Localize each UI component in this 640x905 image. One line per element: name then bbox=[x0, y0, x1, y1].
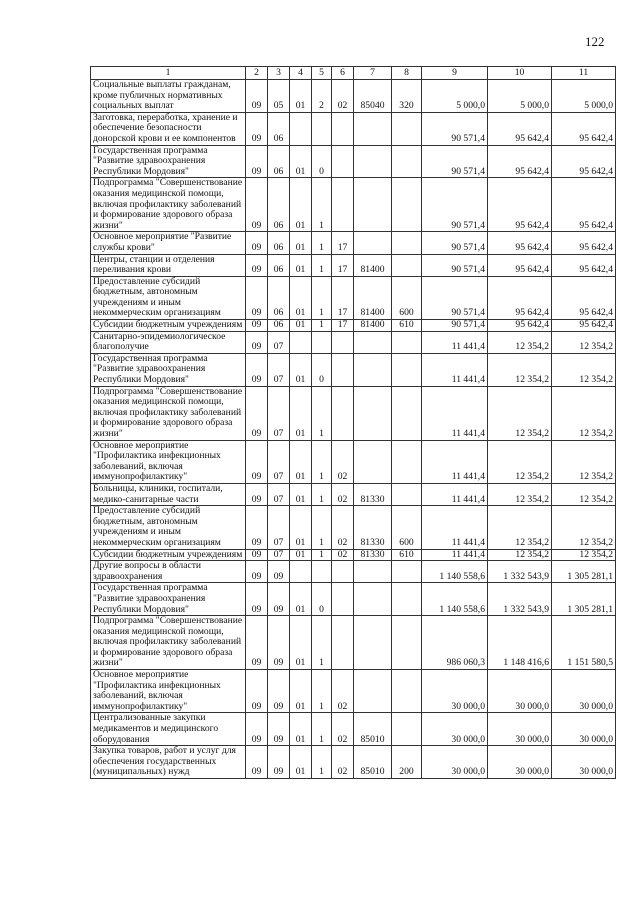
amount-cell: 95 642,4 bbox=[488, 112, 552, 145]
code-cell bbox=[354, 353, 392, 386]
code-cell bbox=[312, 331, 332, 353]
code-cell: 81330 bbox=[354, 483, 392, 505]
code-cell: 610 bbox=[392, 549, 422, 561]
code-cell: 17 bbox=[332, 276, 354, 319]
code-cell: 01 bbox=[290, 80, 312, 113]
code-cell: 06 bbox=[268, 112, 290, 145]
amount-cell: 30 000,0 bbox=[552, 746, 616, 779]
code-cell: 81330 bbox=[354, 506, 392, 549]
row-name: Заготовка, переработка, хранение и обеспечение безопасности донорской крови и ее компонентов bbox=[91, 112, 246, 145]
code-cell bbox=[332, 561, 354, 583]
code-cell: 81400 bbox=[354, 320, 392, 332]
table-row bbox=[91, 254, 616, 276]
code-cell: 09 bbox=[246, 549, 268, 561]
code-cell: 81400 bbox=[354, 276, 392, 319]
row-name: Подпрограмма "Совершенствование оказания медицинской помощи, включая профилактику заболеваний и формирование здорового образа жизни" bbox=[91, 616, 246, 670]
code-cell: 01 bbox=[290, 254, 312, 276]
col-header: 5 bbox=[312, 67, 332, 80]
row-name: Предоставление субсидий бюджетным, автономным учреждениям и иным некоммерческим организациям bbox=[91, 506, 246, 549]
code-cell bbox=[354, 583, 392, 616]
amount-cell: 30 000,0 bbox=[552, 670, 616, 713]
code-cell: 2 bbox=[312, 80, 332, 113]
amount-cell: 30 000,0 bbox=[552, 713, 616, 746]
row-name: Центры, станции и отделения переливания крови bbox=[91, 254, 246, 276]
amount-cell: 12 354,2 bbox=[488, 506, 552, 549]
col-header: 1 bbox=[91, 67, 246, 80]
code-cell: 1 bbox=[312, 746, 332, 779]
amount-cell: 12 354,2 bbox=[552, 440, 616, 483]
table-row bbox=[91, 386, 616, 440]
code-cell: 01 bbox=[290, 276, 312, 319]
code-cell: 01 bbox=[290, 232, 312, 254]
code-cell: 01 bbox=[290, 506, 312, 549]
amount-cell: 90 571,4 bbox=[422, 145, 488, 178]
amount-cell: 95 642,4 bbox=[488, 276, 552, 319]
code-cell: 02 bbox=[332, 506, 354, 549]
row-name: Социальные выплаты гражданам, кроме публичных нормативных социальных выплат bbox=[91, 80, 246, 113]
code-cell bbox=[392, 331, 422, 353]
code-cell: 01 bbox=[290, 178, 312, 232]
amount-cell: 1 332 543,9 bbox=[488, 583, 552, 616]
code-cell: 09 bbox=[246, 232, 268, 254]
code-cell bbox=[332, 583, 354, 616]
code-cell: 09 bbox=[246, 254, 268, 276]
code-cell: 09 bbox=[246, 353, 268, 386]
code-cell: 200 bbox=[392, 746, 422, 779]
code-cell bbox=[392, 440, 422, 483]
code-cell: 01 bbox=[290, 483, 312, 505]
amount-cell: 30 000,0 bbox=[488, 670, 552, 713]
code-cell: 01 bbox=[290, 386, 312, 440]
code-cell: 09 bbox=[246, 331, 268, 353]
col-header: 11 bbox=[552, 67, 616, 80]
amount-cell: 95 642,4 bbox=[552, 232, 616, 254]
amount-cell: 95 642,4 bbox=[552, 320, 616, 332]
code-cell: 09 bbox=[268, 561, 290, 583]
code-cell: 06 bbox=[268, 276, 290, 319]
amount-cell: 95 642,4 bbox=[552, 178, 616, 232]
code-cell: 17 bbox=[332, 232, 354, 254]
col-header: 8 bbox=[392, 67, 422, 80]
code-cell: 02 bbox=[332, 440, 354, 483]
row-name: Подпрограмма "Совершенствование оказания медицинской помощи, включая профилактику заболеваний и формирование здорового образа жизни" bbox=[91, 178, 246, 232]
col-header: 7 bbox=[354, 67, 392, 80]
row-name: Подпрограмма "Совершенствование оказания медицинской помощи, включая профилактику заболеваний и формирование здорового образа жизни" bbox=[91, 386, 246, 440]
code-cell: 600 bbox=[392, 506, 422, 549]
col-header: 4 bbox=[290, 67, 312, 80]
code-cell: 1 bbox=[312, 440, 332, 483]
amount-cell: 90 571,4 bbox=[422, 320, 488, 332]
code-cell bbox=[312, 112, 332, 145]
code-cell: 09 bbox=[246, 670, 268, 713]
amount-cell: 12 354,2 bbox=[488, 331, 552, 353]
code-cell bbox=[392, 616, 422, 670]
amount-cell: 12 354,2 bbox=[552, 331, 616, 353]
code-cell bbox=[392, 386, 422, 440]
code-cell: 1 bbox=[312, 713, 332, 746]
table-row bbox=[91, 583, 616, 616]
code-cell bbox=[392, 713, 422, 746]
code-cell: 600 bbox=[392, 276, 422, 319]
code-cell: 09 bbox=[268, 713, 290, 746]
header-row bbox=[91, 67, 616, 80]
amount-cell: 11 441,4 bbox=[422, 506, 488, 549]
code-cell: 1 bbox=[312, 178, 332, 232]
amount-cell: 90 571,4 bbox=[422, 276, 488, 319]
table-row bbox=[91, 440, 616, 483]
amount-cell: 11 441,4 bbox=[422, 353, 488, 386]
code-cell: 01 bbox=[290, 145, 312, 178]
code-cell: 09 bbox=[268, 746, 290, 779]
code-cell bbox=[354, 145, 392, 178]
code-cell: 01 bbox=[290, 583, 312, 616]
code-cell: 09 bbox=[268, 583, 290, 616]
code-cell: 09 bbox=[268, 670, 290, 713]
amount-cell: 90 571,4 bbox=[422, 254, 488, 276]
table-row bbox=[91, 145, 616, 178]
code-cell bbox=[392, 232, 422, 254]
code-cell bbox=[354, 386, 392, 440]
code-cell: 09 bbox=[246, 386, 268, 440]
amount-cell: 5 000,0 bbox=[488, 80, 552, 113]
amount-cell: 12 354,2 bbox=[488, 440, 552, 483]
code-cell: 01 bbox=[290, 549, 312, 561]
row-name: Централизованные закупки медикаментов и медицинского оборудования bbox=[91, 713, 246, 746]
code-cell bbox=[290, 112, 312, 145]
amount-cell: 95 642,4 bbox=[552, 112, 616, 145]
amount-cell: 30 000,0 bbox=[422, 670, 488, 713]
amount-cell: 11 441,4 bbox=[422, 331, 488, 353]
amount-cell: 1 140 558,6 bbox=[422, 583, 488, 616]
code-cell: 1 bbox=[312, 616, 332, 670]
amount-cell: 90 571,4 bbox=[422, 178, 488, 232]
code-cell bbox=[332, 331, 354, 353]
code-cell bbox=[392, 178, 422, 232]
amount-cell: 30 000,0 bbox=[422, 713, 488, 746]
amount-cell: 12 354,2 bbox=[488, 483, 552, 505]
amount-cell: 986 060,3 bbox=[422, 616, 488, 670]
code-cell bbox=[332, 386, 354, 440]
amount-cell: 12 354,2 bbox=[552, 353, 616, 386]
amount-cell: 90 571,4 bbox=[422, 112, 488, 145]
row-name: Закупка товаров, работ и услуг для обеспечения государственных (муниципальных) нужд bbox=[91, 746, 246, 779]
code-cell bbox=[312, 561, 332, 583]
code-cell bbox=[354, 178, 392, 232]
amount-cell: 12 354,2 bbox=[488, 353, 552, 386]
code-cell: 07 bbox=[268, 331, 290, 353]
code-cell bbox=[290, 331, 312, 353]
amount-cell: 90 571,4 bbox=[422, 232, 488, 254]
amount-cell: 30 000,0 bbox=[488, 713, 552, 746]
code-cell: 06 bbox=[268, 232, 290, 254]
code-cell: 01 bbox=[290, 746, 312, 779]
amount-cell: 30 000,0 bbox=[488, 746, 552, 779]
code-cell bbox=[392, 145, 422, 178]
table-row bbox=[91, 112, 616, 145]
amount-cell: 95 642,4 bbox=[488, 145, 552, 178]
table-row bbox=[91, 353, 616, 386]
code-cell: 85010 bbox=[354, 713, 392, 746]
code-cell: 1 bbox=[312, 276, 332, 319]
code-cell: 07 bbox=[268, 353, 290, 386]
code-cell: 01 bbox=[290, 440, 312, 483]
code-cell bbox=[354, 112, 392, 145]
code-cell: 17 bbox=[332, 254, 354, 276]
code-cell: 85010 bbox=[354, 746, 392, 779]
table-row bbox=[91, 232, 616, 254]
code-cell: 1 bbox=[312, 320, 332, 332]
table-row bbox=[91, 746, 616, 779]
code-cell: 1 bbox=[312, 483, 332, 505]
code-cell: 09 bbox=[246, 713, 268, 746]
code-cell bbox=[392, 670, 422, 713]
code-cell bbox=[392, 583, 422, 616]
code-cell bbox=[354, 440, 392, 483]
amount-cell: 1 140 558,6 bbox=[422, 561, 488, 583]
code-cell: 07 bbox=[268, 440, 290, 483]
table-row bbox=[91, 483, 616, 505]
code-cell: 07 bbox=[268, 549, 290, 561]
amount-cell: 12 354,2 bbox=[488, 549, 552, 561]
code-cell: 0 bbox=[312, 353, 332, 386]
code-cell: 07 bbox=[268, 386, 290, 440]
table-row bbox=[91, 713, 616, 746]
code-cell: 09 bbox=[246, 178, 268, 232]
amount-cell: 95 642,4 bbox=[488, 178, 552, 232]
table-row bbox=[91, 320, 616, 332]
amount-cell: 1 148 416,6 bbox=[488, 616, 552, 670]
code-cell: 05 bbox=[268, 80, 290, 113]
amount-cell: 11 441,4 bbox=[422, 549, 488, 561]
code-cell: 81330 bbox=[354, 549, 392, 561]
table-row bbox=[91, 670, 616, 713]
amount-cell: 95 642,4 bbox=[488, 320, 552, 332]
row-name: Основное мероприятие "Развитие службы крови" bbox=[91, 232, 246, 254]
amount-cell: 95 642,4 bbox=[488, 254, 552, 276]
code-cell: 01 bbox=[290, 320, 312, 332]
code-cell: 09 bbox=[246, 616, 268, 670]
row-name: Предоставление субсидий бюджетным, автономным учреждениям и иным некоммерческим организациям bbox=[91, 276, 246, 319]
amount-cell: 11 441,4 bbox=[422, 483, 488, 505]
code-cell: 1 bbox=[312, 549, 332, 561]
code-cell bbox=[332, 112, 354, 145]
table-body bbox=[91, 80, 616, 779]
code-cell: 07 bbox=[268, 506, 290, 549]
code-cell: 09 bbox=[246, 483, 268, 505]
table-row bbox=[91, 616, 616, 670]
code-cell bbox=[392, 112, 422, 145]
row-name: Субсидии бюджетным учреждениям bbox=[91, 320, 246, 332]
code-cell: 09 bbox=[246, 276, 268, 319]
code-cell bbox=[392, 353, 422, 386]
row-name: Основное мероприятие "Профилактика инфекционных заболеваний, включая иммунопрофилактику" bbox=[91, 670, 246, 713]
code-cell bbox=[354, 331, 392, 353]
col-header: 3 bbox=[268, 67, 290, 80]
code-cell: 85040 bbox=[354, 80, 392, 113]
code-cell bbox=[354, 616, 392, 670]
code-cell: 09 bbox=[246, 320, 268, 332]
amount-cell: 11 441,4 bbox=[422, 386, 488, 440]
code-cell: 1 bbox=[312, 670, 332, 713]
code-cell: 02 bbox=[332, 80, 354, 113]
code-cell bbox=[354, 561, 392, 583]
amount-cell: 11 441,4 bbox=[422, 440, 488, 483]
row-name: Государственная программа "Развитие здравоохранения Республики Мордовия" bbox=[91, 353, 246, 386]
code-cell: 09 bbox=[268, 616, 290, 670]
code-cell: 06 bbox=[268, 178, 290, 232]
amount-cell: 95 642,4 bbox=[552, 276, 616, 319]
amount-cell: 12 354,2 bbox=[552, 506, 616, 549]
code-cell bbox=[392, 483, 422, 505]
code-cell: 0 bbox=[312, 145, 332, 178]
code-cell: 02 bbox=[332, 746, 354, 779]
code-cell bbox=[392, 561, 422, 583]
code-cell: 1 bbox=[312, 254, 332, 276]
col-header: 10 bbox=[488, 67, 552, 80]
amount-cell: 5 000,0 bbox=[422, 80, 488, 113]
code-cell: 0 bbox=[312, 583, 332, 616]
amount-cell: 95 642,4 bbox=[488, 232, 552, 254]
code-cell: 320 bbox=[392, 80, 422, 113]
amount-cell: 95 642,4 bbox=[552, 254, 616, 276]
amount-cell: 30 000,0 bbox=[422, 746, 488, 779]
table-row bbox=[91, 178, 616, 232]
row-name: Больницы, клиники, госпитали, медико-санитарные части bbox=[91, 483, 246, 505]
code-cell: 1 bbox=[312, 506, 332, 549]
code-cell: 06 bbox=[268, 145, 290, 178]
code-cell: 17 bbox=[332, 320, 354, 332]
amount-cell: 12 354,2 bbox=[552, 549, 616, 561]
amount-cell: 95 642,4 bbox=[552, 145, 616, 178]
amount-cell: 12 354,2 bbox=[488, 386, 552, 440]
code-cell: 09 bbox=[246, 112, 268, 145]
code-cell bbox=[332, 178, 354, 232]
table-row bbox=[91, 276, 616, 319]
code-cell bbox=[332, 353, 354, 386]
code-cell: 1 bbox=[312, 232, 332, 254]
amount-cell: 5 000,0 bbox=[552, 80, 616, 113]
amount-cell: 12 354,2 bbox=[552, 483, 616, 505]
code-cell: 02 bbox=[332, 549, 354, 561]
code-cell: 09 bbox=[246, 80, 268, 113]
code-cell: 06 bbox=[268, 320, 290, 332]
code-cell: 01 bbox=[290, 713, 312, 746]
table-row bbox=[91, 561, 616, 583]
row-name: Субсидии бюджетным учреждениям bbox=[91, 549, 246, 561]
budget-table bbox=[90, 66, 616, 779]
col-header: 2 bbox=[246, 67, 268, 80]
code-cell bbox=[290, 561, 312, 583]
table-row bbox=[91, 506, 616, 549]
amount-cell: 12 354,2 bbox=[552, 386, 616, 440]
col-header: 6 bbox=[332, 67, 354, 80]
amount-cell: 1 305 281,1 bbox=[552, 583, 616, 616]
code-cell: 09 bbox=[246, 440, 268, 483]
code-cell: 02 bbox=[332, 713, 354, 746]
code-cell: 09 bbox=[246, 746, 268, 779]
code-cell: 06 bbox=[268, 254, 290, 276]
code-cell: 1 bbox=[312, 386, 332, 440]
page-number: 122 bbox=[585, 34, 605, 49]
code-cell: 09 bbox=[246, 145, 268, 178]
row-name: Государственная программа "Развитие здравоохранения Республики Мордовия" bbox=[91, 583, 246, 616]
code-cell bbox=[332, 616, 354, 670]
code-cell: 09 bbox=[246, 561, 268, 583]
code-cell: 01 bbox=[290, 616, 312, 670]
code-cell: 07 bbox=[268, 483, 290, 505]
code-cell bbox=[332, 145, 354, 178]
amount-cell: 1 151 580,5 bbox=[552, 616, 616, 670]
code-cell bbox=[392, 254, 422, 276]
table-row bbox=[91, 549, 616, 561]
row-name: Другие вопросы в области здравоохранения bbox=[91, 561, 246, 583]
row-name: Санитарно-эпидемиологическое благополучие bbox=[91, 331, 246, 353]
code-cell: 01 bbox=[290, 670, 312, 713]
col-header: 9 bbox=[422, 67, 488, 80]
row-name: Основное мероприятие "Профилактика инфекционных заболеваний, включая иммунопрофилактику" bbox=[91, 440, 246, 483]
code-cell: 02 bbox=[332, 483, 354, 505]
code-cell: 02 bbox=[332, 670, 354, 713]
code-cell bbox=[354, 232, 392, 254]
code-cell bbox=[354, 670, 392, 713]
table-row bbox=[91, 80, 616, 113]
table-row bbox=[91, 331, 616, 353]
code-cell: 610 bbox=[392, 320, 422, 332]
amount-cell: 1 332 543,9 bbox=[488, 561, 552, 583]
code-cell: 09 bbox=[246, 506, 268, 549]
code-cell: 01 bbox=[290, 353, 312, 386]
amount-cell: 1 305 281,1 bbox=[552, 561, 616, 583]
code-cell: 09 bbox=[246, 583, 268, 616]
row-name: Государственная программа "Развитие здравоохранения Республики Мордовия" bbox=[91, 145, 246, 178]
code-cell: 81400 bbox=[354, 254, 392, 276]
